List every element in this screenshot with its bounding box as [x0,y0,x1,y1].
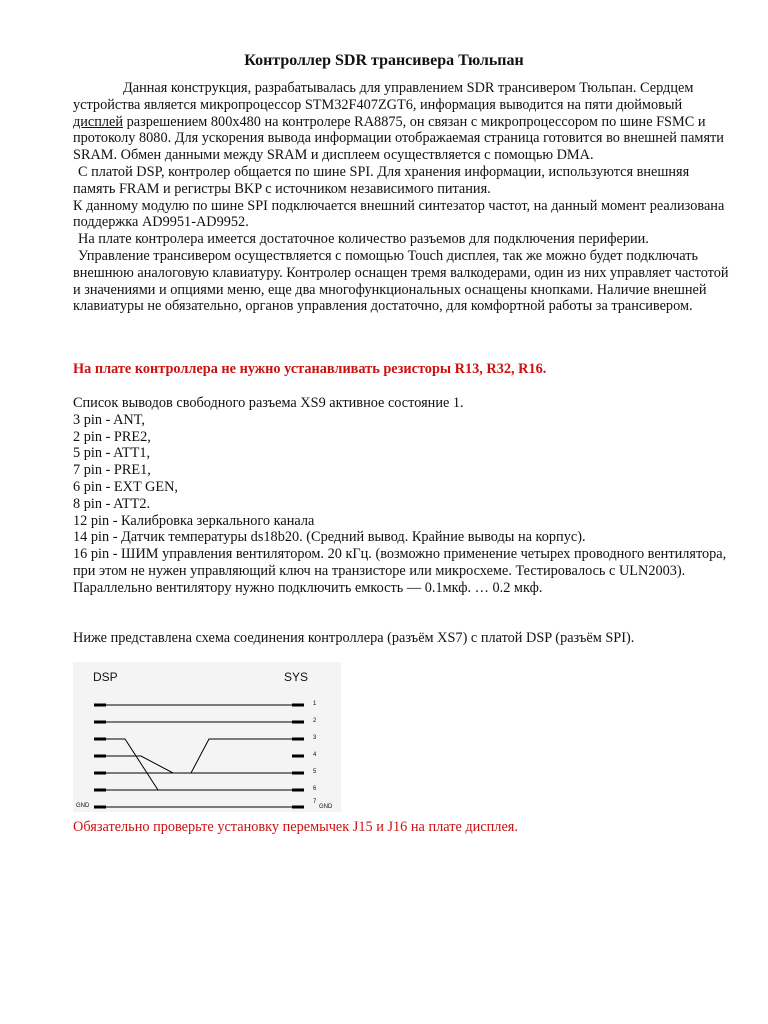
gnd-right-label: GND [319,804,333,810]
pin-item: 3 pin - ANT, [73,411,146,428]
dsp-pin-bar [94,721,106,724]
wires [103,705,295,807]
sys-pin-bar [292,755,304,758]
intro-section [73,80,733,315]
left-pin-bars [94,704,106,809]
pin-number: 1 [313,701,317,707]
intro-paragraph-3: К данному модулю по шине SPI подключается внешний синтезатор частот, на данный момент реализована поддержка AD9951-AD9952. [73,197,725,231]
pin-item: 16 pin - ШИМ управления вентилятором. 20 кГц. (возможно применение четырех проводного вентилятора, при этом не нужен управляющий ключ на транзисторе или микросхеме. Тестировалось с ULN2003). Параллельно вентилятору нужно подключить емкость — 0.1мкф. … 0.2 мкф. [73,546,727,596]
page-title: Контроллер SDR трансивера Тюльпан [244,52,524,69]
sys-pin-bar [292,806,304,809]
wiring-schematic [73,662,341,812]
intro-paragraph-1 [73,80,733,164]
sys-pin-bar [292,772,304,775]
intro-paragraph-5: Управление трансивером осуществляется с помощью Touch дисплея, так же можно будет подключать внешнюю аналоговую клавиатуру. Контролер оснащен тремя валкодерами, один из них управляет частотой и значениями и опциями меню, еще два многофункциональных оснащены кнопками. Наличие внешней клавиатуры не обязательно, органов управления достаточно, для комфортной работы за трансивером. [73,247,729,315]
intro-text-1b: разрешением 800х480 на контролере RA8875, он связан с микропроцессором по шине FSMC и протоколу 8080. Для ускорения вывода информации отображаемая страница готовится во внешней памяти SRAM. Обмен данными между SRAM и дисплеем осуществляется с помощью DMA. [73,113,724,164]
dsp-pin-bar [94,755,106,758]
dsp-label: DSP [93,670,118,684]
gnd-left-label: GND [76,803,90,809]
schema-intro: Ниже представлена схема соединения контроллера (разъём XS7) с платой DSP (разъём SPI). [73,630,635,646]
pin-list-section [73,395,733,597]
jumper-note: Обязательно проверьте установку перемычек J15 и J16 на плате дисплея. [73,819,518,835]
pin-item: 2 pin - PRE2, [73,428,151,445]
sys-label: SYS [284,670,309,684]
right-pin-bars [292,704,304,809]
pin-list-header: Список выводов свободного разъема XS9 активное состояние 1. [73,395,464,411]
intro-paragraph-4: На плате контролера имеется достаточное количество разъемов для подключения периферии. [78,231,649,248]
sys-pin-bar [292,738,304,741]
pin-number: 2 [313,718,317,724]
dsp-pin-bar [94,806,106,809]
resistor-warning: На плате контроллера не нужно устанавливать резисторы R13, R32, R16. [73,361,547,377]
pin-item: 12 pin - Калибровка зеркального канала [73,512,315,529]
dsp-pin-bar [94,772,106,775]
pin-item: 7 pin - PRE1, [73,462,151,479]
pin-item: 14 pin - Датчик температуры ds18b20. (Средний вывод. Крайние выводы на корпус). [73,529,586,546]
sys-pin-bar [292,704,304,707]
pin-number: 3 [313,735,317,741]
pin-number: 5 [313,769,317,775]
display-link[interactable]: дисплей [73,113,124,130]
dsp-pin-bar [94,704,106,707]
intro-text-1a: Данная конструкция, разрабатывалась для управлением SDR трансивером Тюльпан. Сердцем устройства является микропроцессор STM32F407ZGT6, информация выводится на пяти дюймовый [73,80,694,113]
pin-number: 4 [313,752,317,758]
pin-number: 6 [313,786,317,792]
sys-pin-bar [292,721,304,724]
pin-item: 5 pin - ATT1, [73,445,151,462]
connection-diagram [73,662,341,812]
wire-dsp3-sys6 [103,739,295,790]
dsp-pin-bar [94,789,106,792]
pin-number: 7 [313,799,317,805]
pin-item: 8 pin - ATT2. [73,495,151,512]
sys-pin-bar [292,789,304,792]
intro-paragraph-2: С платой DSP, контролер общается по шине SPI. Для хранения информации, используются внешняя память FRAM и регистры BKP с источником независимого питания. [73,163,690,197]
pin-numbers [313,701,317,805]
pin-item: 6 pin - EXT GEN, [73,478,178,495]
dsp-pin-bar [94,738,106,741]
